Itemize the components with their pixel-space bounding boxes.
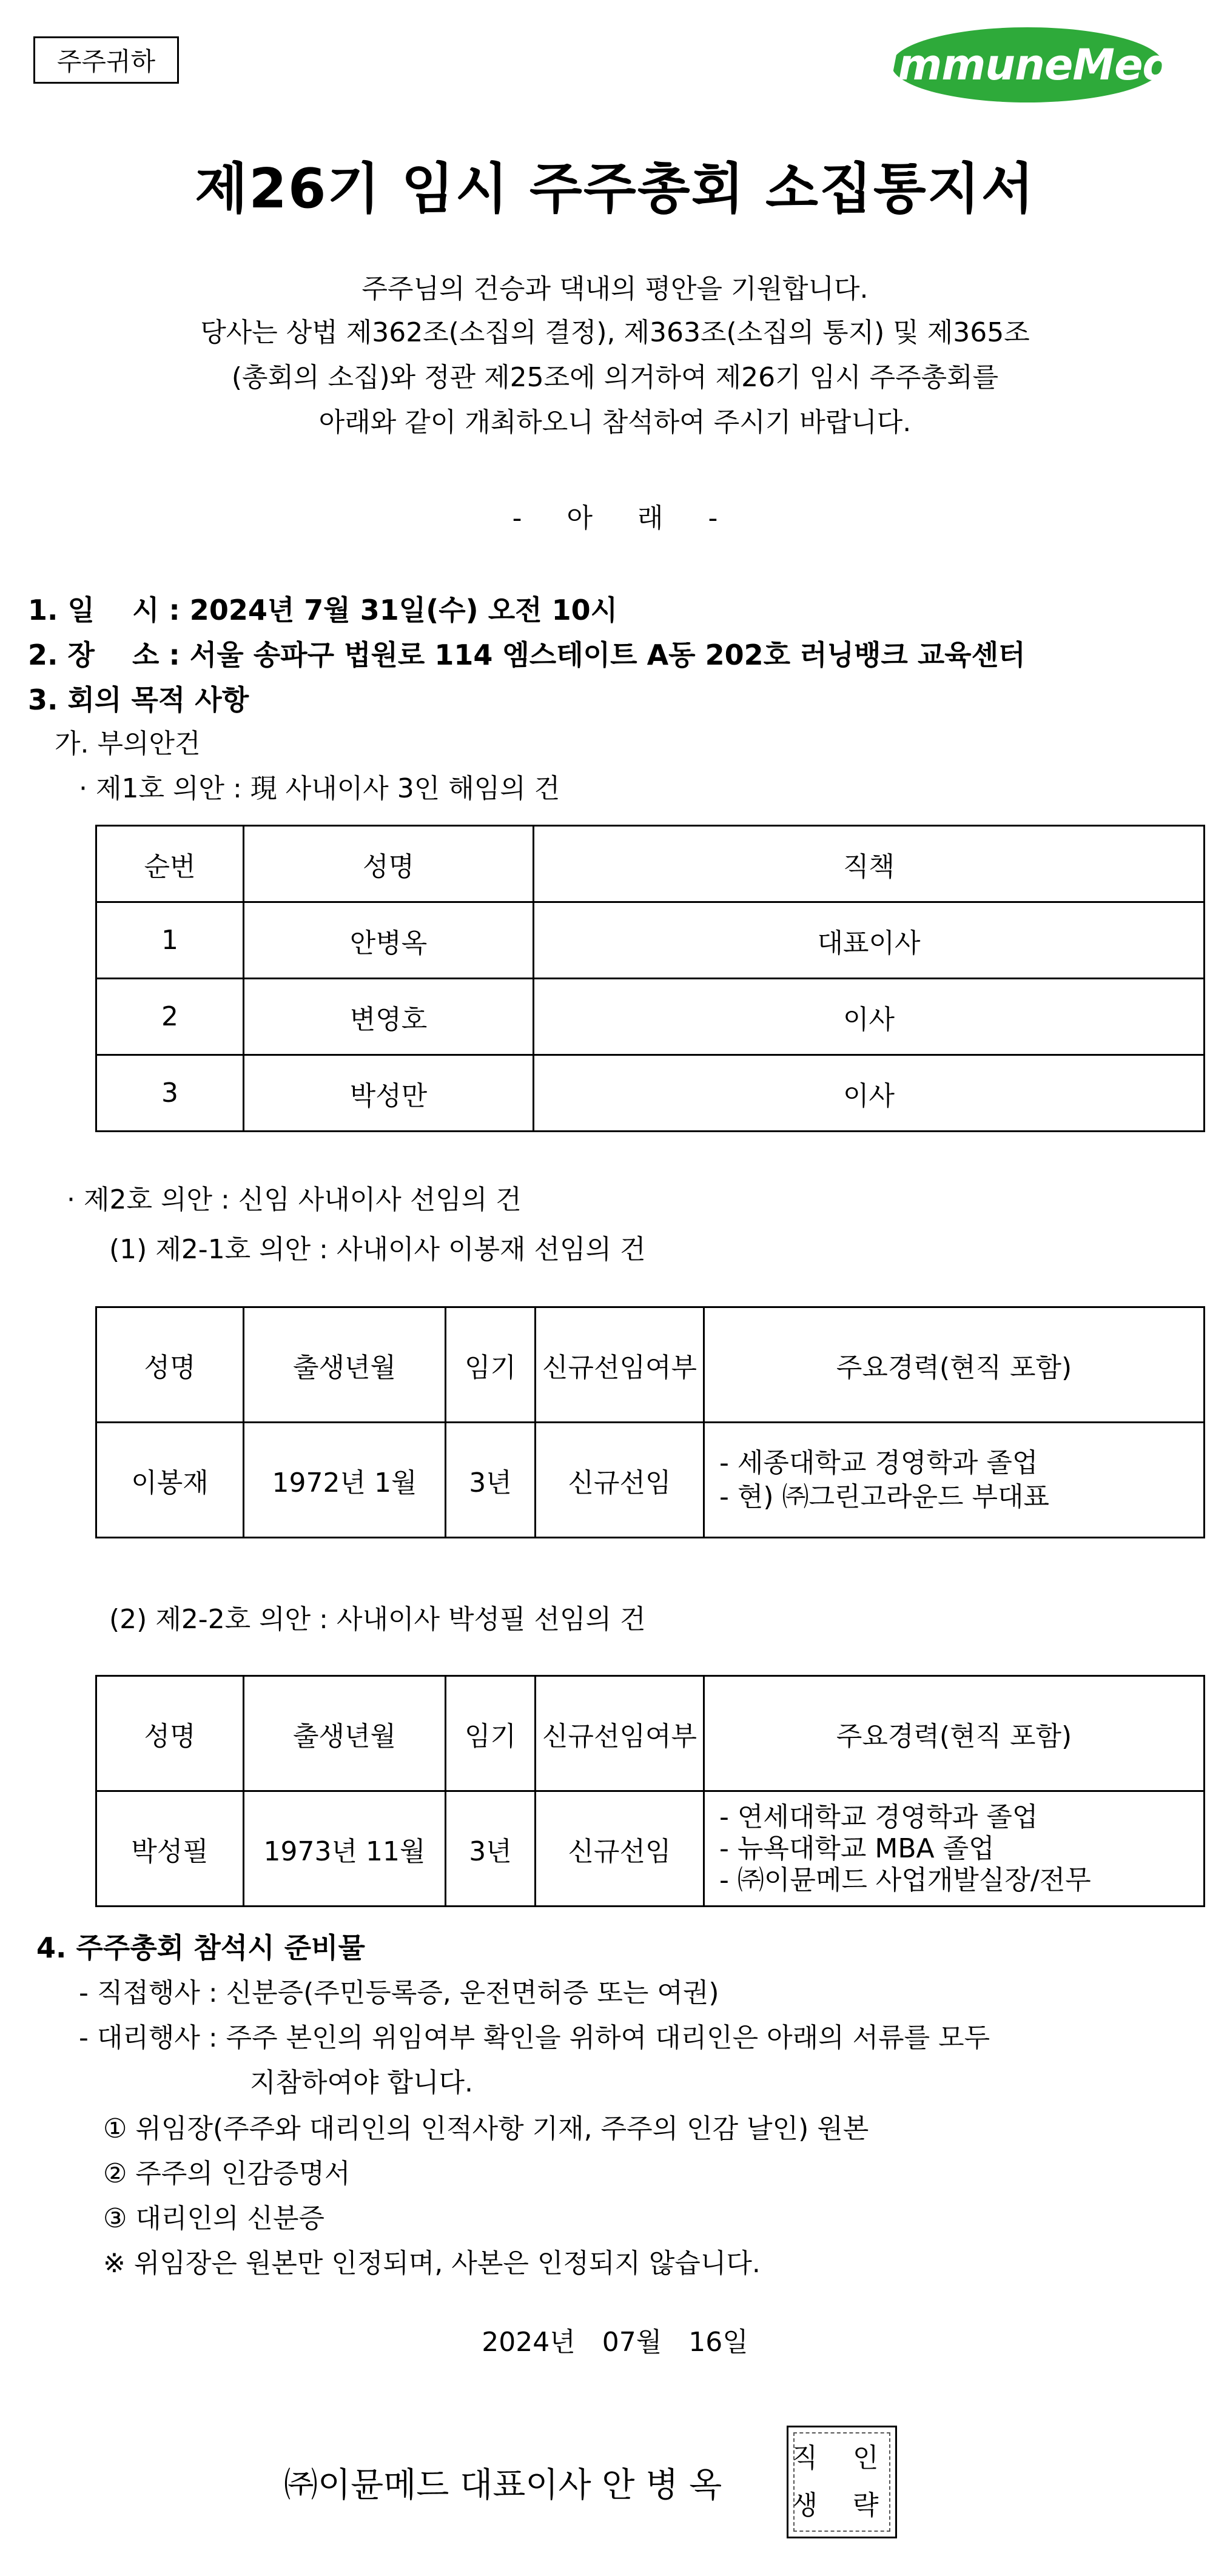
prep-item: ② 주주의 인감증명서	[103, 2158, 351, 2189]
stamp-line: 생 략	[791, 2490, 892, 2521]
header-cell: 성명	[244, 826, 534, 902]
table-cell: 신규선임	[536, 1423, 704, 1538]
logo-text: ImmuneMed	[882, 40, 1172, 90]
issue-date: 2024년 07월 16일	[482, 2327, 748, 2358]
seal-omitted-stamp	[787, 2426, 897, 2538]
stamp-line: 직 인	[791, 2443, 892, 2474]
section-place: 2. 장 소 : 서울 송파구 법원로 114 엠스테이트 A동 202호 러닝뱅크 교육센터	[28, 639, 1026, 671]
agenda-item-2: · 제2호 의안 : 신임 사내이사 선임의 건	[67, 1184, 522, 1215]
table-header-row	[96, 826, 1205, 902]
table-cell: 1973년 11월	[244, 1791, 446, 1907]
table-row	[96, 1055, 1205, 1132]
greeting-line-1: 주주님의 건승과 댁내의 평안을 기원합니다.	[361, 273, 869, 304]
table-cell: 1972년 1월	[244, 1423, 446, 1538]
table-cell: 신규선임	[536, 1791, 704, 1907]
greeting-line-4: 아래와 같이 개최하오니 참석하여 주시기 바랍니다.	[318, 407, 912, 438]
header-cell: 임기	[446, 1307, 536, 1423]
table-cell: 박성필	[96, 1791, 244, 1907]
header-cell: 성명	[96, 1307, 244, 1423]
company-logo	[882, 25, 1172, 104]
prep-item: ① 위임장(주주와 대리인의 인적사항 기재, 주주의 인감 날인) 원본	[103, 2113, 869, 2144]
header-cell: 주요경력(현직 포함)	[704, 1676, 1205, 1791]
table-cell: 1	[96, 902, 244, 979]
table-cell: 이봉재	[96, 1423, 244, 1538]
table-cell: 대표이사	[534, 902, 1205, 979]
greeting-line-3: (총회의 소집)와 정관 제25조에 의거하여 제26기 임시 주주총회를	[231, 362, 999, 393]
section-preparation: 4. 주주총회 참석시 준비물	[36, 1931, 365, 1964]
agenda-subheading: 가. 부의안건	[55, 728, 201, 759]
separator: - 아 래 -	[512, 503, 718, 534]
current-directors-table	[95, 825, 1205, 1132]
career-line: - ㈜이뮨메드 사업개발실장/전무	[719, 1864, 1091, 1896]
career-cell	[704, 1791, 1205, 1907]
header-cell: 신규선임여부	[536, 1676, 704, 1791]
table-header-row	[96, 1676, 1205, 1791]
document-title: 제26기 임시 주주총회 소집통지서	[195, 157, 1035, 221]
stamp-border	[793, 2432, 890, 2532]
header-cell: 성명	[96, 1676, 244, 1791]
header-cell: 신규선임여부	[536, 1307, 704, 1423]
table-row	[96, 1791, 1205, 1907]
career-line: - 현) ㈜그린고라운드 부대표	[719, 1481, 1050, 1512]
signature: ㈜이뮨메드 대표이사 안 병 옥	[284, 2466, 722, 2505]
career-line: - 연세대학교 경영학과 졸업	[719, 1801, 1038, 1833]
prep-proxy-line-1: - 대리행사 : 주주 본인의 위임여부 확인을 위하여 대리인은 아래의 서류를 모두	[79, 2022, 990, 2053]
header-cell: 순번	[96, 826, 244, 902]
agenda-item-2-2: (2) 제2-2호 의안 : 사내이사 박성필 선임의 건	[109, 1604, 646, 1635]
prep-proxy-line-2: 지참하여야 합니다.	[250, 2067, 474, 2098]
header-cell: 출생년월	[244, 1307, 446, 1423]
career-cell	[704, 1423, 1205, 1538]
agenda-item-1: · 제1호 의안 : 現 사내이사 3인 해임의 건	[79, 773, 560, 804]
section-agenda-heading: 3. 회의 목적 사항	[28, 683, 249, 716]
recipient-tag: 주주귀하	[33, 36, 179, 84]
prep-note: ※ 위임장은 원본만 인정되며, 사본은 인정되지 않습니다.	[103, 2248, 761, 2279]
header-cell: 주요경력(현직 포함)	[704, 1307, 1205, 1423]
candidate-table-2	[95, 1675, 1205, 1907]
table-cell: 2	[96, 979, 244, 1055]
prep-direct: - 직접행사 : 신분증(주민등록증, 운전면허증 또는 여권)	[79, 1977, 719, 2008]
table-row	[96, 902, 1205, 979]
table-row	[96, 979, 1205, 1055]
header-cell: 직책	[534, 826, 1205, 902]
greeting-line-2: 당사는 상법 제362조(소집의 결정), 제363조(소집의 통지) 및 제365조	[200, 317, 1030, 348]
table-cell: 3	[96, 1055, 244, 1132]
agenda-item-2-1: (1) 제2-1호 의안 : 사내이사 이봉재 선임의 건	[109, 1234, 646, 1265]
table-cell: 박성만	[244, 1055, 534, 1132]
career-line: - 세종대학교 경영학과 졸업	[719, 1447, 1038, 1478]
prep-item: ③ 대리인의 신분증	[103, 2203, 324, 2234]
table-cell: 3년	[446, 1791, 536, 1907]
table-cell: 변영호	[244, 979, 534, 1055]
header-cell: 출생년월	[244, 1676, 446, 1791]
table-cell: 안병옥	[244, 902, 534, 979]
header-cell: 임기	[446, 1676, 536, 1791]
table-row	[96, 1423, 1205, 1538]
candidate-table-1	[95, 1306, 1205, 1538]
table-cell: 이사	[534, 1055, 1205, 1132]
table-header-row	[96, 1307, 1205, 1423]
table-cell: 3년	[446, 1423, 536, 1538]
section-date: 1. 일 시 : 2024년 7월 31일(수) 오전 10시	[28, 594, 618, 626]
table-cell: 이사	[534, 979, 1205, 1055]
career-line: - 뉴욕대학교 MBA 졸업	[719, 1833, 995, 1864]
